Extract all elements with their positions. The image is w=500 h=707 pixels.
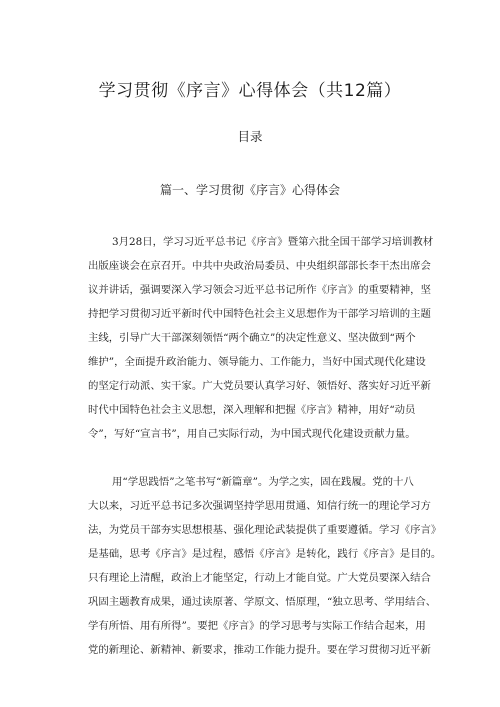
paragraph-2-line: 只有理论上清醒，政治上才能坚定，行动上才能自觉。广大党员要深入结合 [88, 572, 431, 584]
paragraph-1-line: 维护”，全面提升政治能力、领导能力、工作能力，当好中国式现代化建设 [88, 356, 426, 368]
paragraph-1-line: 令”，写好“宣言书”，用自己实际行动，为中国式现代化建设贡献力量。 [88, 428, 416, 440]
paragraph-1-line: 3月28日，学习习近平总书记《序言》暨第六批全国干部学习培训教材 [112, 236, 434, 248]
section-heading: 篇一、学习贯彻《序言》心得体会 [159, 183, 340, 197]
paragraph-1-line: 持把学习贯彻习近平新时代中国特色社会主义思想作为干部学习培训的主题 [88, 308, 431, 320]
paragraph-1-line: 议并讲话，强调要深入学习领会习近平总书记所作《序言》的重要精神，坚 [88, 284, 431, 296]
paragraph-1-line: 时代中国特色社会主义思想，深入理解和把握《序言》精神，用好“动员 [88, 404, 416, 416]
paragraph-2-line: 用“学思践悟”之笔书写“新篇章”。为学之实，固在践履。党的十八 [112, 476, 414, 488]
toc-heading: 目录 [237, 129, 263, 144]
paragraph-1-line: 出版座谈会在京召开。中共中央政治局委员、中央组织部部长李干杰出席会 [88, 260, 431, 272]
paragraph-2-line: 大以来，习近平总书记多次强调坚持学思用贯通、知信行统一的理论学习方 [88, 500, 431, 512]
paragraph-2-line: 是基础，思考《序言》是过程，感悟《序言》是转化，践行《序言》是目的。 [88, 548, 442, 560]
paragraph-2-line: 党的新理论、新精神、新要求，推动工作能力提升。要在学习贯彻习近平新 [88, 644, 431, 656]
paragraph-1-line: 主线，引导广大干部深刻领悟“两个确立”的决定性意义、坚决做到“两个 [88, 332, 416, 344]
paragraph-2-line: 巩固主题教育成果，通过读原著、学原文、悟原理，“独立思考、学用结合、 [88, 596, 437, 608]
paragraph-1-line: 的坚定行动派、实干家。广大党员要认真学习好、领悟好、落实好习近平新 [88, 380, 431, 392]
document-title: 学习贯彻《序言》心得体会（共12篇） [98, 81, 402, 101]
paragraph-2-line: 学有所悟、用有所得”。要把《序言》的学习思考与实际工作结合起来，用 [88, 620, 426, 632]
paragraph-2-line: 法，为党员干部夯实思想根基、强化理论武装提供了重要遵循。学习《序言》 [88, 524, 442, 536]
